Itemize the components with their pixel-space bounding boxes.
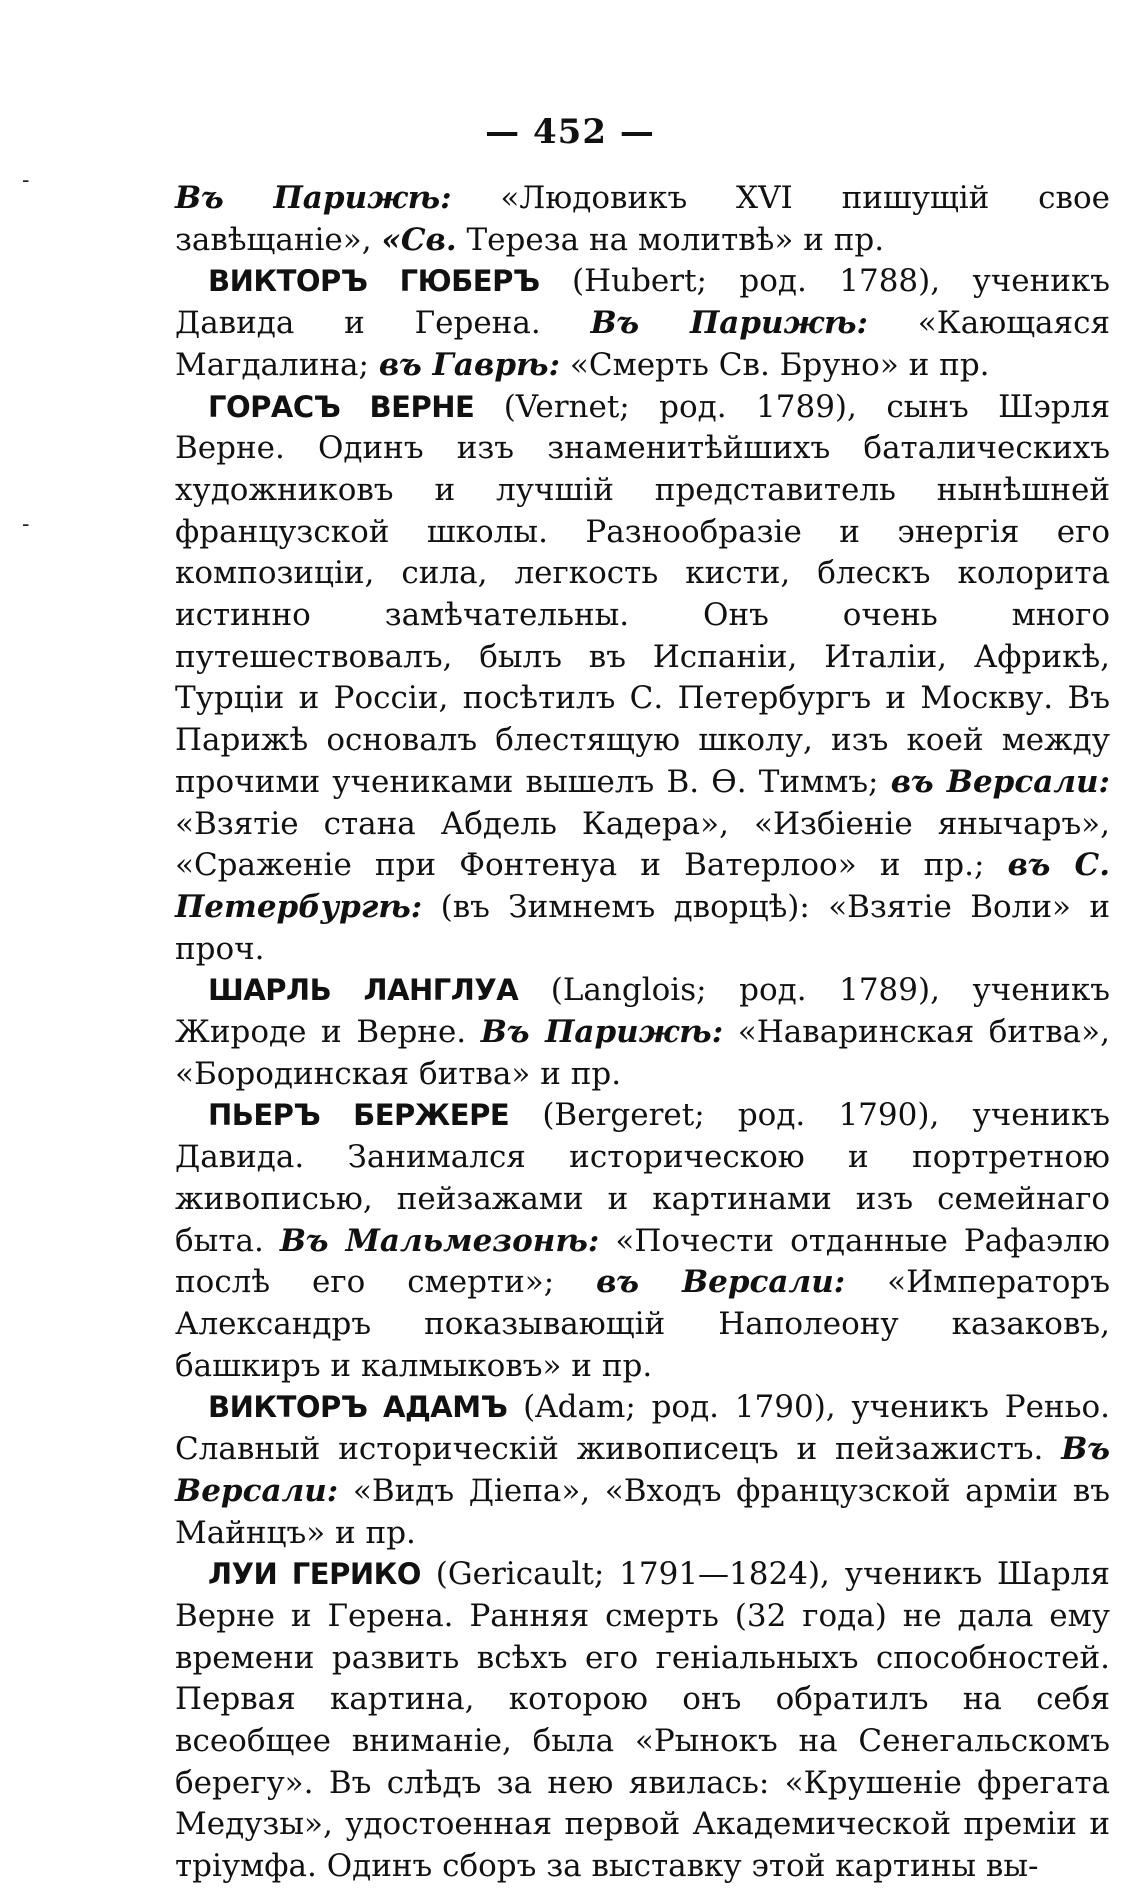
paragraph	[175, 1387, 1110, 1554]
place-reference: Въ Парижѣ:	[480, 1014, 724, 1051]
page-number: — 452 —	[485, 112, 655, 152]
place-reference: Въ Версали:	[175, 1431, 1110, 1509]
body-text: «Императоръ Александръ показывающій Наполеону казаковъ, башкиръ и калмыковъ» и пр.	[175, 1264, 1110, 1384]
place-reference: въ С. Петербургѣ:	[175, 847, 1110, 925]
place-reference: въ Гаврѣ:	[378, 346, 561, 383]
artist-name: ШАРЛЬ ЛАНГЛУА	[208, 973, 519, 1008]
body-text: (Vernet; род. 1789), сынъ Шэрля Верне. Одинъ изъ знаменитѣйшихъ баталическихъ художниковъ и лучшій представитель нынѣшней французской школы. Разнообразіе и энергія его композиціи, сила, легкость кисти, блескъ колорита истинно замѣчательны. Онъ очень много путешествовалъ, былъ въ Испаніи, Италіи, Африкѣ, Турціи и Россіи, посѣтилъ С. Петербургъ и Москву. Въ Парижѣ основалъ блестящую школу, изъ коей между прочими учениками вышелъ В. Ѳ. Тиммъ;	[175, 388, 1110, 800]
artist-name: ВИКТОРЪ АДАМЪ	[208, 1390, 508, 1425]
place-reference: Въ Парижѣ:	[590, 305, 868, 342]
paragraph	[175, 178, 1110, 261]
place-reference: «Св.	[381, 221, 457, 258]
body-text: (Gericault; 1791—1824), ученикъ Шарля Верне и Герена. Ранняя смерть (32 года) не дала ему времени развить всѣхъ его геніальныхъ способностей. Первая картина, которою онъ обратилъ на себя всеобщее вниманіе, была «Рынокъ на Сенегальскомъ берегу». Въ слѣдъ за нею явилась: «Крушеніе фрегата Медузы», удостоенная первой Академической преміи и тріумфа. Одинъ сборъ за выставку этой картины вы-	[175, 1556, 1110, 1885]
body-text: (Bergeret; род. 1790), ученикъ Давида. Занимался историческою и портретною живописью, пейзажами и картинами изъ семейнаго быта.	[175, 1097, 1110, 1259]
artist-name: ГОРАСЪ ВЕРНЕ	[208, 389, 475, 424]
margin-mark: -	[22, 512, 30, 537]
place-reference: въ Версали:	[890, 763, 1110, 800]
margin-mark: -	[22, 168, 30, 193]
paragraph	[175, 1095, 1110, 1387]
artist-name: ВИКТОРЪ ГЮБЕРЪ	[208, 264, 540, 299]
body-text: «Людовикъ XVI пишущій свое завѣщаніе»,	[175, 180, 1110, 258]
paragraph	[175, 387, 1110, 971]
paragraph	[175, 261, 1110, 386]
body-text: «Взятіе стана Абдель Кадера», «Избіеніе янычаръ», «Сраженіе при Фонтенуа и Ватерлоо» и пр.;	[175, 805, 1110, 884]
paragraph	[175, 1554, 1110, 1888]
text-body	[175, 178, 1110, 1888]
body-text: «Смерть Св. Бруно» и пр.	[560, 346, 990, 383]
body-text: «Наваринская битва», «Бородинская битва» и пр.	[175, 1014, 1110, 1092]
body-text: Тереза на молитвѣ» и пр.	[456, 221, 885, 258]
body-text: (Langlois; род. 1789), ученикъ Жироде и Верне.	[175, 972, 1111, 1051]
artist-name: ЛУИ ГЕРИКО	[208, 1557, 421, 1592]
body-text: «Почести отданные Рафаэлю послѣ его смерти»;	[175, 1222, 1110, 1301]
body-text: (Hubert; род. 1788), ученикъ Давида и Герена.	[175, 263, 1110, 342]
body-text: «Видъ Діепа», «Входъ французской арміи въ Майнцъ» и пр.	[175, 1472, 1110, 1551]
place-reference: Въ Мальмезонѣ:	[279, 1222, 600, 1259]
body-text: (въ Зимнемъ дворцѣ): «Взятіе Воли» и проч.	[175, 888, 1110, 967]
body-text: (Adam; род. 1790), ученикъ Реньо. Славный историческій живописецъ и пейзажистъ.	[175, 1389, 1110, 1468]
body-text: «Кающаяся Магдалина;	[175, 305, 1110, 383]
place-reference: Въ Парижѣ:	[175, 180, 452, 216]
artist-name: ПЬЕРЪ БЕРЖЕРЕ	[208, 1098, 510, 1133]
paragraph	[175, 970, 1110, 1095]
place-reference: въ Версали:	[596, 1264, 846, 1301]
